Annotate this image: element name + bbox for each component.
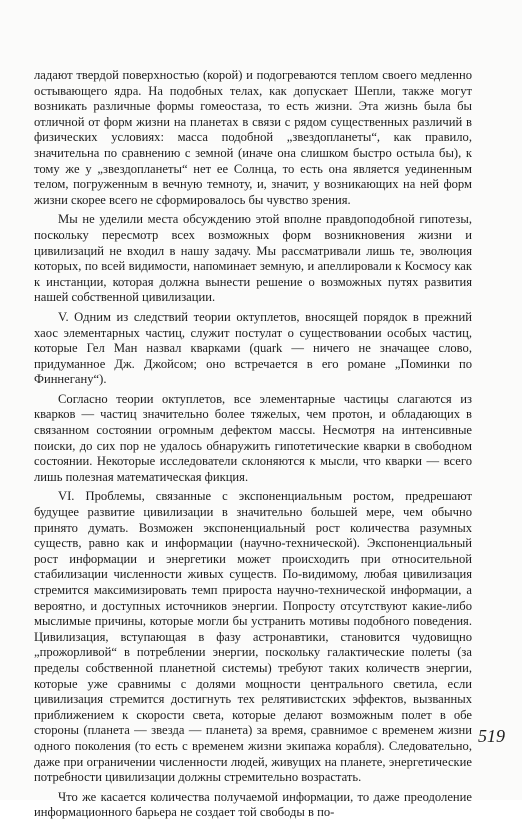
page-number: 519 bbox=[478, 726, 505, 746]
paragraph: Согласно теории октуплетов, все элементарные частицы слагаются из кварков — частиц значительно более тяжелых, чем протон, и обладающих в связанном состоянии огромным дефектом массы. Несмотря на интенсивные поиски, до сих пор не удалось обнаружить гипотетические кварки в свободном состоянии. Некоторые исследователи склоняются к мысли, что кварки — всего лишь полезная математическая фикция. bbox=[34, 391, 472, 484]
paragraph-continuation: ладают твердой поверхностью (корой) и подогреваются теплом своего медленно остывающего ядра. На подобных телах, как допускает Шепли, также могут возникать различные формы гомеостаза, то есть жизни. Эта жизнь была бы отличной от форм жизни на планетах в связи с рядом существенных различий в физических условиях: масса подобной „звездопланеты“, как правило, значительна по сравнению с земной (иначе она слишком быстро остыла бы), к тому же у „звездопланеты“ нет ее Солнца, то есть она является уединенным телом, погруженным в вечную темноту, и, значит, у возникающих на ней форм жизни скорее всего не сформировалось бы чувство зрения. bbox=[34, 68, 472, 207]
paragraph-note-vi: VI. Проблемы, связанные с экспоненциальным ростом, предрешают будущее развитие цивилизации в значительно большей мере, чем обычно принято думать. Возможен экспоненциальный рост количества разумных существ, равно как и информации (научно-технической). Экспоненциальный рост информации и энергетики может происходить при относительной стабилизации численности живых существ. По-видимому, любая цивилизация стремится максимизировать темп прироста научно-технической информации, а вероятно, и доступных источников энергии. Попросту отсутствуют какие-либо мыслимые причины, которые могли бы устранить мотивы подобного поведения. Цивилизация, вступающая в фазу астронавтики, становится чудовищно „прожорливой“ в потреблении энергии, поскольку галактические полеты (за пределы собственной планетной системы) требуют таких количеств энергии, которые уже сравнимы с долями мощности центрального светила, если цивилизация стремится достигнуть тех релятивистских эффектов, вызванных приближением к скорости света, которые делают возможным полет в обе стороны (планета — звезда — планета) за время, сравнимое с временем жизни одного поколения (то есть с временем жизни экипажа корабля). Следовательно, даже при ограничении численности людей, живущих на планете, энергетические потребности цивилизации должны стремительно возрастать. bbox=[34, 489, 472, 785]
paragraph: Мы не уделили места обсуждению этой вполне правдоподобной гипотезы, поскольку пересмотр всех возможных форм возникновения жизни и цивилизаций не входил в нашу задачу. Мы рассматривали лишь те, эволюция которых, по всей видимости, напоминает земную, и апеллировали к Космосу как к инстанции, которая должна вынести решение о возможных путях развития нашей собственной цивилизации. bbox=[34, 212, 472, 305]
paragraph-note-v: V. Одним из следствий теории октуплетов, вносящей порядок в прежний хаос элементарных частиц, служит постулат о существовании особых частиц, которые Гел Ман назвал кварками (quark — ничего не значащее слово, придуманное Дж. Джойсом; оно встречается в его романе „Поминки по Финнегану“). bbox=[34, 309, 472, 387]
paragraph: Что же касается количества получаемой информации, то даже преодоление информационного барьера не создает той свободы в по- bbox=[34, 789, 472, 820]
body-text bbox=[34, 68, 472, 821]
